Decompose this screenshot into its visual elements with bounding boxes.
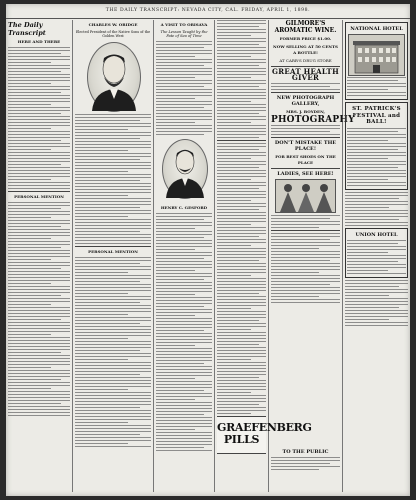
- column-3: [156, 20, 212, 492]
- portrait-frame: [156, 137, 212, 203]
- ad-gallery-title: NEW PHOTOGRAPH GALLERY,: [276, 95, 335, 107]
- hotel-illustration: [348, 34, 405, 76]
- column-rule: [214, 20, 215, 492]
- portrait-gesford: [162, 139, 208, 199]
- nameplate: The Daily Transcript: [8, 21, 46, 37]
- st-patricks-ad: [345, 102, 408, 190]
- portrait-oridge: [87, 42, 141, 112]
- ad-gilmore-title: GILMORE'S AROMATIC WINE.: [274, 20, 337, 34]
- column-heading: HERE AND THERE: [17, 39, 61, 44]
- portrait-caption: CHARLES W. ORIDGE: [88, 22, 138, 27]
- ad-union-title: UNION HOTEL: [355, 231, 398, 238]
- ladies-illustration: [275, 179, 336, 213]
- ad-mistake-title: DON'T MISTAKE THE PLACE!: [274, 140, 337, 152]
- national-hotel-ad: [345, 22, 408, 100]
- ad-festival-title: ST. PATRICK'S FESTIVAL and BALL!: [352, 106, 401, 125]
- newspaper-page: [6, 4, 410, 496]
- ad-ladies-title: LADIES, SEE HERE!: [277, 171, 334, 177]
- ad-gilmore-where: AT CARR'S DRUG STORE: [279, 58, 332, 63]
- article-heading: A VISIT TO ORISAVA: [160, 22, 208, 27]
- ad-gallery-name: MRS. J. BOYDEN,: [286, 109, 325, 114]
- article-text: [217, 143, 266, 429]
- ad-photography: PHOTOGRAPHY: [271, 115, 355, 125]
- article-text: [217, 20, 266, 138]
- page-masthead: THE DAILY TRANSCRIPT: NEVADA CITY, CAL. FRIDAY, APRIL 1, 1898.: [6, 4, 410, 19]
- ad-title: GRAEFENBERG PILLS: [217, 421, 312, 446]
- column-rule: [72, 20, 73, 492]
- article-text: [8, 202, 70, 416]
- subheading: PERSONAL MENTION: [14, 194, 64, 199]
- column-rule: [153, 20, 154, 492]
- ad-gilmore-now: NOW SELLING AT 50 CENTS A BOTTLE!: [273, 44, 338, 55]
- portrait-caption: HENRY C. GESFORD: [160, 204, 208, 210]
- article-text: [156, 41, 212, 135]
- article-text: [75, 257, 151, 447]
- article-text: [156, 213, 212, 451]
- ad-gilmore-price: FORMER PRICE $1.00.: [279, 36, 332, 41]
- portrait-subcaption: Elected President of the Native Sons of the Golden West: [75, 30, 151, 38]
- column-rule: [342, 20, 343, 492]
- article-text: [75, 114, 151, 244]
- union-hotel-ad: [345, 228, 408, 278]
- public-notice: [271, 447, 340, 472]
- article-text: [8, 47, 70, 189]
- portrait-frame: [75, 40, 151, 114]
- ad-national-title: NATIONAL HOTEL: [350, 26, 403, 32]
- subheading: PERSONAL MENTION: [88, 249, 138, 254]
- ad-public-title: TO THE PUBLIC: [282, 449, 329, 455]
- column-5-ads: [271, 20, 355, 492]
- column-2: [75, 20, 151, 492]
- ad-mistake-sub: FOR BEST SHOES ON THE PLACE: [275, 154, 336, 165]
- article-subheading: The Lesson Taught by the Fate of Sea of Time: [160, 30, 208, 39]
- ad-health-title: GREAT HEALTH GIVER: [272, 67, 339, 82]
- column-6-ads: [345, 20, 408, 492]
- column-1: [8, 20, 70, 492]
